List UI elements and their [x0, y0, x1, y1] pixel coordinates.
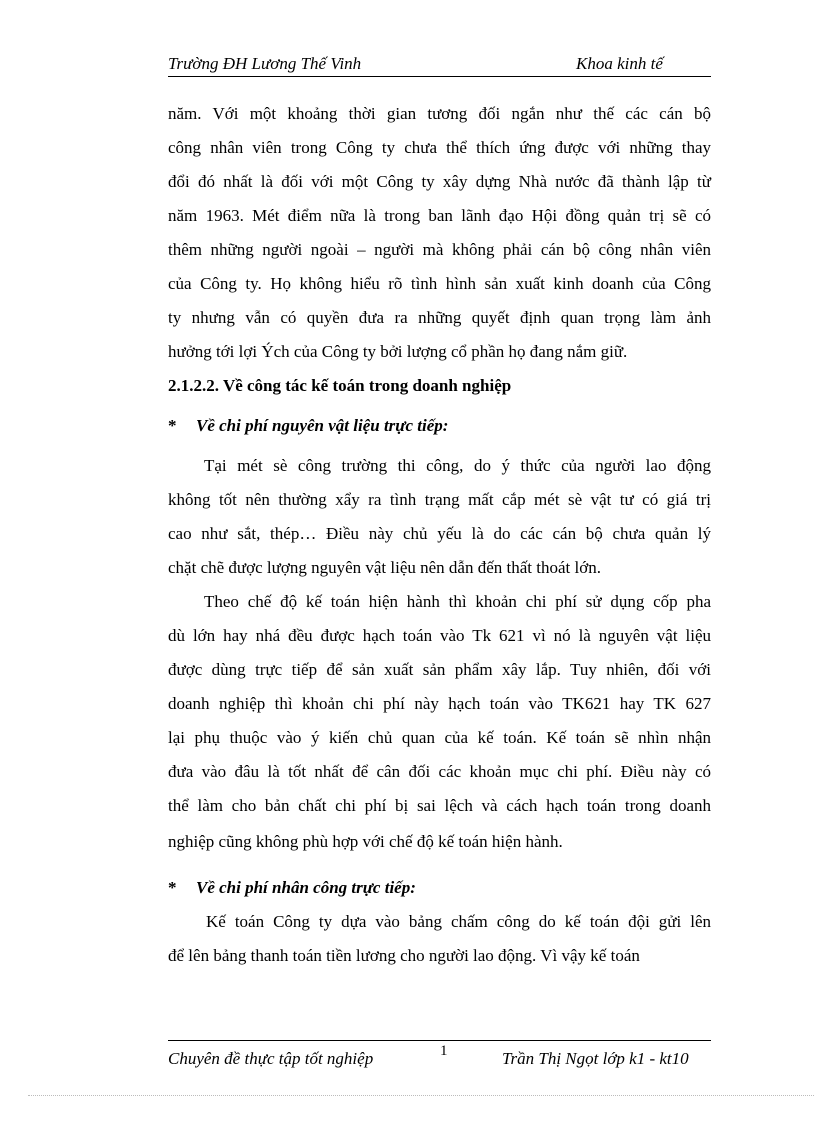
paragraph-line: đổi đó nhất là đối với một Công ty xây dựng Nhà nước đã thành lập từ	[168, 172, 711, 191]
page-bottom-divider	[28, 1095, 814, 1096]
bullet-marker: *	[168, 878, 177, 897]
paragraph-line: lại phụ thuộc vào ý kiến chủ quan của kế toán. Kế toán sẽ nhìn nhận	[168, 728, 711, 747]
paragraph-line: để lên bảng thanh toán tiền lương cho người lao động. Vì vậy kế toán	[168, 946, 640, 965]
paragraph-line: Kế toán Công ty dựa vào bảng chấm công do kế toán đội gửi lên	[206, 912, 711, 931]
paragraph-line: nghiệp cũng không phù hợp với chế độ kế toán hiện hành.	[168, 832, 563, 851]
paragraph-line: Tại mét sè công trường thi công, do ý thức của người lao động	[204, 456, 711, 475]
paragraph-line: đưa vào đâu là tốt nhất để cân đối các khoản mục chi phí. Điều này có	[168, 762, 711, 781]
paragraph-line: không tốt nên thường xẩy ra tình trạng mất cắp mét sè vật tư có giá trị	[168, 490, 711, 509]
paragraph-line: được dùng trực tiếp để sản xuất sản phẩm xây lắp. Tuy nhiên, đối với	[168, 660, 711, 679]
paragraph-line: thêm những người ngoài – người mà không phải cán bộ công nhân viên	[168, 240, 711, 259]
header-school: Trường ĐH Lương Thế Vinh	[168, 54, 362, 73]
subsection-title: Về chi phí nhân công trực tiếp:	[196, 878, 416, 897]
subsection-heading	[168, 876, 416, 900]
paragraph-line: cao như sắt, thép… Điều này chủ yếu là do các cán bộ chưa quản lý	[168, 524, 711, 543]
subsection-heading	[168, 414, 448, 438]
paragraph-line: công nhân viên trong Công ty chưa thể thích ứng được với những thay	[168, 138, 711, 157]
paragraph-line: dù lớn hay nhá đều được hạch toán vào Tk 621 vì nó là nguyên vật liệu	[168, 626, 711, 645]
paragraph-line: của Công ty. Họ không hiểu rõ tình hình sản xuất kinh doanh của Công	[168, 274, 711, 293]
bullet-marker: *	[168, 416, 177, 435]
subsection-title: Về chi phí nguyên vật liệu trực tiếp:	[196, 416, 449, 435]
footer-author: Trần Thị Ngọt lớp k1 - kt10	[502, 1049, 689, 1068]
paragraph-line: thể làm cho bản chất chi phí bị sai lệch và cách hạch toán trong doanh	[168, 796, 711, 815]
paragraph-line: ty nhưng vẫn có quyền đưa ra những quyết định quan trọng làm ảnh	[168, 308, 711, 327]
header-faculty: Khoa kinh tế	[576, 54, 663, 73]
page-number: 1	[440, 1043, 448, 1059]
paragraph-line: chặt chẽ được lượng nguyên vật liệu nên dẫn đến thất thoát lớn.	[168, 558, 601, 577]
footer-title: Chuyên đề thực tập tốt nghiệp	[168, 1049, 374, 1068]
paragraph-line: năm 1963. Mét điểm nữa là trong ban lãnh đạo Hội đồng quản trị sẽ có	[168, 206, 711, 225]
page-footer	[168, 1040, 711, 1071]
paragraph-line: doanh nghiệp thì khoản chi phí này hạch toán vào TK621 hay TK 627	[168, 694, 711, 713]
page-header	[168, 52, 711, 77]
paragraph-line: năm. Với một khoảng thời gian tương đối ngắn như thế các cán bộ	[168, 104, 711, 123]
paragraph-line: Theo chế độ kế toán hiện hành thì khoản chi phí sử dụng cốp pha	[204, 592, 711, 611]
section-heading: 2.1.2.2. Về công tác kế toán trong doanh nghiệp	[168, 376, 512, 395]
paragraph-line: hưởng tới lợi Ých của Công ty bởi lượng cổ phần họ đang nắm giữ.	[168, 342, 628, 361]
